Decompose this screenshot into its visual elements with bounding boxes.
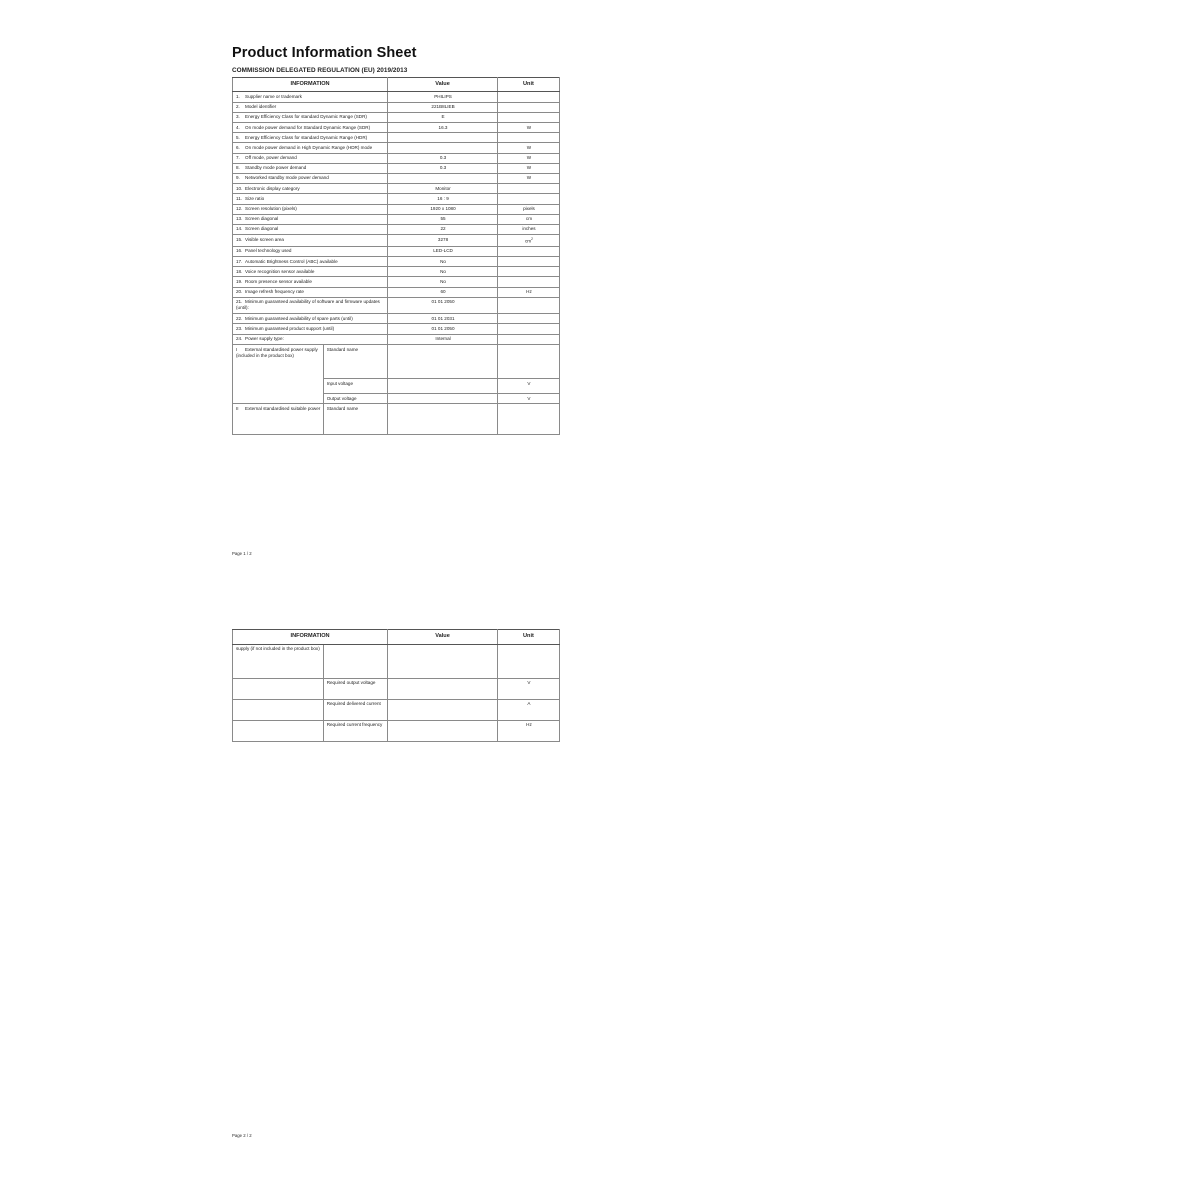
row-value: PHILIPS — [388, 92, 498, 102]
row-value: 221B8LIEB — [388, 102, 498, 112]
power-supply-sublabel: Standard name — [323, 345, 387, 379]
row-unit: W — [497, 153, 559, 163]
power-supply-table — [232, 344, 560, 435]
row-label: 22. Minimum guaranteed availability of spare parts (until) — [233, 314, 388, 324]
table-row — [233, 324, 560, 334]
table-row — [233, 267, 560, 277]
row-label: 6. On mode power demand in High Dynamic Range (HDR) mode — [233, 143, 388, 153]
header-unit: Unit — [497, 630, 559, 645]
table-row — [233, 204, 560, 214]
row-unit — [497, 267, 559, 277]
power-supply-group-label: I External standardised power supply (included in the product box) — [233, 345, 324, 404]
power-supply-external-group — [233, 404, 560, 435]
power-supply-unit — [497, 345, 559, 379]
row-value: Monitor — [388, 184, 498, 194]
power-supply-unit: V — [497, 394, 559, 404]
table-row — [233, 163, 560, 173]
row-value: 01 01 2050 — [388, 324, 498, 334]
row-label: 12. Screen resolution (pixels) — [233, 204, 388, 214]
row-label: 7. Off mode, power demand — [233, 153, 388, 163]
power-supply-sublabel — [323, 644, 387, 678]
header-information: INFORMATION — [233, 77, 388, 92]
table-row — [233, 214, 560, 224]
row-label: 9. Networked standby mode power demand — [233, 173, 388, 183]
row-unit: inches — [497, 224, 559, 234]
row-unit — [497, 277, 559, 287]
row-unit: Hz — [497, 287, 559, 297]
row-unit — [497, 184, 559, 194]
power-supply-value — [388, 699, 498, 720]
table-row — [233, 143, 560, 153]
power-supply-sublabel: Required delivered current — [323, 699, 387, 720]
table-row — [233, 287, 560, 297]
row-unit — [497, 314, 559, 324]
table-row — [233, 224, 560, 234]
power-supply-unit — [497, 404, 559, 435]
row-label: 15. Visible screen area — [233, 235, 388, 247]
row-value: Internal — [388, 334, 498, 344]
row-unit — [497, 246, 559, 256]
table-row — [233, 102, 560, 112]
power-supply-group-spacer — [233, 699, 324, 720]
power-supply-value — [388, 394, 498, 404]
power-supply-sublabel: Input voltage — [323, 379, 387, 394]
power-supply-unit — [497, 644, 559, 678]
power-supply-group-spacer — [233, 678, 324, 699]
row-value — [388, 133, 498, 143]
table-row — [233, 314, 560, 324]
table-row — [233, 334, 560, 344]
table-row — [233, 277, 560, 287]
row-value — [388, 173, 498, 183]
table-row — [233, 112, 560, 122]
row-unit: W — [497, 173, 559, 183]
power-supply-sublabel: Standard name — [323, 404, 387, 435]
row-label: 4. On mode power demand for Standard Dynamic Range (SDR) — [233, 123, 388, 133]
row-value: 16.3 — [388, 123, 498, 133]
row-label: 21. Minimum guaranteed availability of software and firmware updates (until): — [233, 297, 388, 313]
row-value: 55 — [388, 214, 498, 224]
row-unit — [497, 112, 559, 122]
row-unit — [497, 194, 559, 204]
row-label: 14. Screen diagonal — [233, 224, 388, 234]
row-value: 0.3 — [388, 153, 498, 163]
table-header-row — [233, 630, 560, 645]
row-value: E — [388, 112, 498, 122]
power-supply-unit: V — [497, 678, 559, 699]
row-value: No — [388, 267, 498, 277]
row-label: 19. Room presence sensor available — [233, 277, 388, 287]
power-supply-sublabel: Output voltage — [323, 394, 387, 404]
row-unit: W — [497, 163, 559, 173]
table-row — [233, 92, 560, 102]
power-supply-internal-group — [233, 345, 560, 379]
row-label: 18. Voice recognition sensor available — [233, 267, 388, 277]
power-supply-value — [388, 379, 498, 394]
power-supply-sublabel: Required output voltage — [323, 678, 387, 699]
row-unit — [497, 257, 559, 267]
row-label: 23. Minimum guaranteed product support (until) — [233, 324, 388, 334]
power-supply-value — [388, 404, 498, 435]
power-supply-row — [233, 678, 560, 699]
row-value: 0.3 — [388, 163, 498, 173]
row-unit: cm — [497, 214, 559, 224]
row-value: 01 01 2031 — [388, 314, 498, 324]
regulation-subtitle: COMMISSION DELEGATED REGULATION (EU) 2019/2013 — [232, 66, 408, 74]
row-unit — [497, 324, 559, 334]
row-unit: W — [497, 123, 559, 133]
header-information: INFORMATION — [233, 630, 388, 645]
row-unit: $cm^2$ — [497, 235, 559, 247]
page-title: Product Information Sheet — [232, 45, 417, 61]
power-supply-unit: Hz — [497, 720, 559, 741]
table-row — [233, 133, 560, 143]
product-information-sheet-page-1 — [232, 46, 560, 435]
row-unit — [497, 92, 559, 102]
table-row — [233, 194, 560, 204]
table-row — [233, 184, 560, 194]
row-value: 16 : 9 — [388, 194, 498, 204]
table-row — [233, 153, 560, 163]
row-unit: W — [497, 143, 559, 153]
power-supply-group-label: II External standardised suitable power — [233, 404, 324, 435]
power-supply-value — [388, 678, 498, 699]
header-value: Value — [388, 77, 498, 92]
row-value: 01 01 2050 — [388, 297, 498, 313]
row-label: 2. Model identifier — [233, 102, 388, 112]
row-value: No — [388, 277, 498, 287]
power-supply-group-label: supply (if not included in the product box) — [233, 644, 324, 678]
table-row — [233, 257, 560, 267]
row-label: 1. Supplier name or trademark — [233, 92, 388, 102]
power-supply-row — [233, 720, 560, 741]
row-unit: pixels — [497, 204, 559, 214]
product-information-sheet-page-2 — [232, 629, 560, 742]
row-label: 8. Standby mode power demand — [233, 163, 388, 173]
page-2-footer: Page 2 / 2 — [232, 1133, 252, 1138]
row-label: 11. Size ratio — [233, 194, 388, 204]
row-value: 22 — [388, 224, 498, 234]
unit-superscript: 2 — [531, 236, 533, 241]
table-row — [233, 123, 560, 133]
row-value — [388, 143, 498, 153]
row-label: 20. Image refresh frequency rate — [233, 287, 388, 297]
row-label: 17. Automatic Brightness Control (ABC) available — [233, 257, 388, 267]
power-supply-row — [233, 644, 560, 678]
row-unit — [497, 297, 559, 313]
row-unit — [497, 133, 559, 143]
row-label: 10. Electronic display category — [233, 184, 388, 194]
product-information-table-continued — [232, 629, 560, 742]
power-supply-unit: A — [497, 699, 559, 720]
header-value: Value — [388, 630, 498, 645]
page-1-footer: Page 1 / 2 — [232, 551, 252, 556]
power-supply-value — [388, 644, 498, 678]
power-supply-value — [388, 720, 498, 741]
power-supply-row — [233, 699, 560, 720]
row-value: 60 — [388, 287, 498, 297]
row-label: 13. Screen diagonal — [233, 214, 388, 224]
power-supply-unit: V — [497, 379, 559, 394]
row-label: 5. Energy Efficiency Class for standard Dynamic Range (HDR) — [233, 133, 388, 143]
row-unit — [497, 102, 559, 112]
row-label: 3. Energy Efficiency Class for standard Dynamic Range (SDR) — [233, 112, 388, 122]
table-row — [233, 235, 560, 247]
row-value: LED-LCD — [388, 246, 498, 256]
table-row — [233, 173, 560, 183]
row-label: 16. Panel technology used — [233, 246, 388, 256]
product-information-table — [232, 77, 560, 345]
header-unit: Unit — [497, 77, 559, 92]
table-row — [233, 246, 560, 256]
row-label: 24. Power supply type: — [233, 334, 388, 344]
row-value: 1920 x 1080 — [388, 204, 498, 214]
row-value: 3278 — [388, 235, 498, 247]
power-supply-value — [388, 345, 498, 379]
table-header-row — [233, 77, 560, 92]
power-supply-sublabel: Required current frequency — [323, 720, 387, 741]
row-unit — [497, 334, 559, 344]
power-supply-group-spacer — [233, 720, 324, 741]
table-row — [233, 297, 560, 313]
row-value: No — [388, 257, 498, 267]
